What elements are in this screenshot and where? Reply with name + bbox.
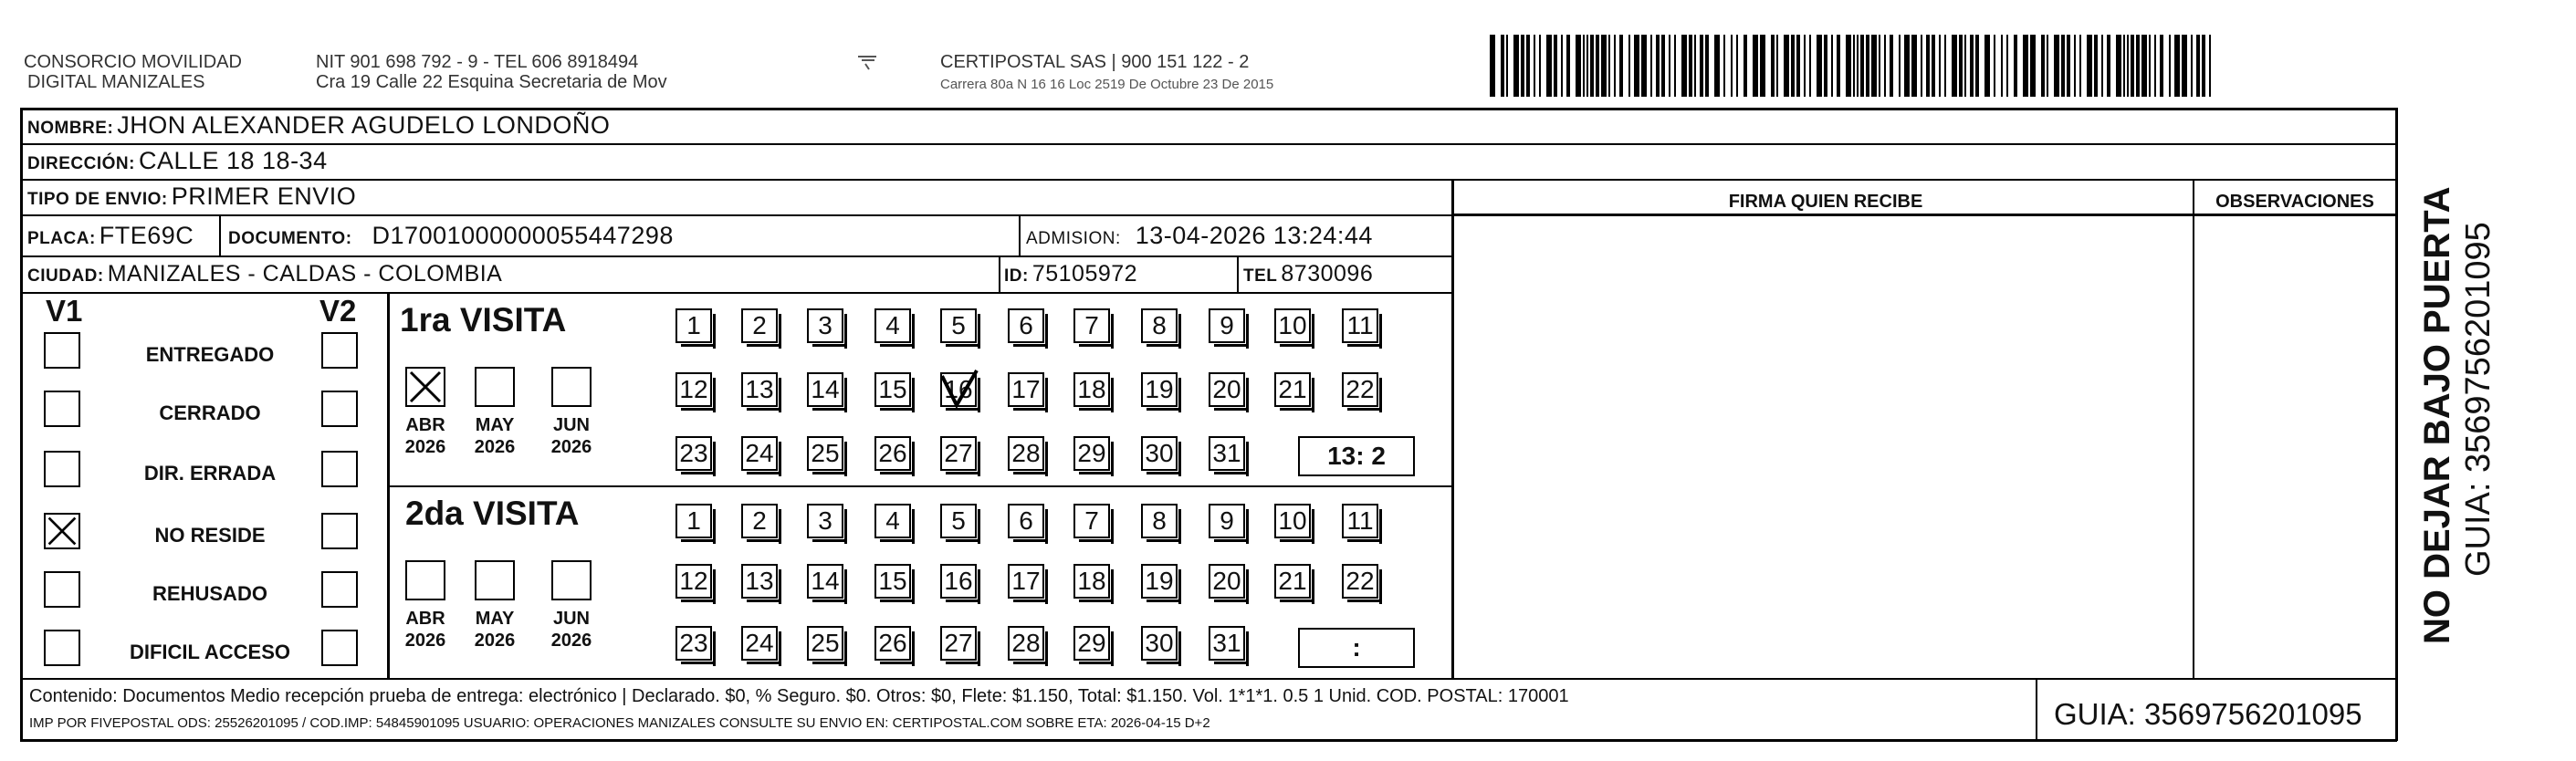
ciudad-value: MANIZALES - CALDAS - COLOMBIA [107,261,503,287]
barcode-bar [2169,35,2171,97]
barcode-bar [1824,35,1827,97]
barcode-bar [1857,35,1859,97]
status-label: REHUSADO [152,582,267,605]
visit1-day-box[interactable]: 2 [741,308,778,343]
visit2-day-box[interactable]: 5 [940,504,977,538]
visit2-day-box[interactable]: 28 [1008,626,1044,661]
admision-value: 13-04-2026 13:24:44 [1135,222,1373,249]
visit1-month-label [467,414,522,458]
barcode-bar [1926,35,1930,97]
firma-header: FIRMA QUIEN RECIBE [1728,192,1923,212]
visit2-day-box[interactable]: 12 [675,564,712,599]
barcode-bar [1964,35,1966,97]
barcode-bar [2061,35,2065,97]
barcode-bar [1932,35,1935,97]
barcode-bar [1714,35,1720,97]
visit2-day-box[interactable]: 18 [1073,564,1110,599]
tipo-envio-value: PRIMER ENVIO [171,182,357,210]
visit2-day-box[interactable]: 19 [1141,564,1178,599]
barcode-bar [1939,35,1941,97]
visit1-day-box[interactable]: 28 [1008,436,1044,471]
ciudad-label: CIUDAD: [27,266,104,286]
barcode-bar [2030,35,2036,97]
visit2-month-label [544,608,599,652]
barcode-bar [1661,35,1665,97]
barcode-bar [1837,35,1840,97]
visit2-day-box[interactable]: 10 [1274,504,1311,538]
v2-checkbox[interactable] [321,332,358,369]
visit1-day-box[interactable]: 13 [741,372,778,407]
visit2-day-box[interactable]: 21 [1274,564,1311,599]
footer-guia: GUIA: 3569756201095 [2054,697,2362,731]
barcode-bar [2047,35,2048,97]
visit1-day-box[interactable]: 9 [1209,308,1245,343]
visit2-day-box[interactable]: 25 [807,626,843,661]
visit1-day-box[interactable]: 8 [1141,308,1178,343]
barcode-bar [1959,35,1963,97]
v1-checkbox[interactable] [44,451,80,487]
visit1-month-name: ABR [405,415,445,435]
visit2-day-box[interactable]: 13 [741,564,778,599]
visit2-day-box[interactable]: 24 [741,626,778,661]
v2-checkbox[interactable] [321,391,358,427]
side-warning: NO DEJAR BAJO PUERTA [2417,186,2457,644]
visit1-month-name: MAY [475,415,515,435]
visit1-day-box[interactable]: 11 [1342,308,1378,343]
barcode-bar [2074,35,2076,97]
barcode-bar [1501,35,1504,97]
barcode-bar [2006,35,2008,97]
visit1-day-box[interactable]: 30 [1141,436,1178,471]
barcode-bar [1911,35,1917,97]
barcode-bar [1583,35,1585,97]
barcode-bar [2149,35,2151,97]
visit1-day-box[interactable]: 12 [675,372,712,407]
direccion-label: DIRECCIÓN: [27,154,135,173]
v2-checkbox[interactable] [321,451,358,487]
admision-row [1026,222,1373,250]
barcode-bar [1526,35,1530,97]
documento-label: DOCUMENTO: [228,229,352,248]
barcode-bar [1744,35,1747,97]
barcode-bar [1879,35,1880,97]
barcode-bar [1681,35,1687,97]
barcode-bar [2087,35,2092,97]
nombre-value: JHON ALEXANDER AGUDELO LONDOÑO [117,111,611,139]
barcode-bar [1521,35,1524,97]
visit1-day-box[interactable]: 1 [675,308,712,343]
status-label: ENTREGADO [145,343,275,366]
barcode-bar [1614,35,1616,97]
barcode-bar [1804,35,1806,97]
barcode-bar [2001,35,2003,97]
visit1-day-box[interactable]: 27 [940,436,977,471]
frame-top [20,108,2397,110]
visit2-day-box[interactable]: 30 [1141,626,1178,661]
placa-row [27,222,194,250]
admision-label: ADMISION: [1026,229,1121,248]
barcode-bar [1944,35,1946,97]
v1-checkbox[interactable] [44,391,80,427]
barcode-bar [2131,35,2134,97]
barcode-bar [1760,35,1765,97]
id-row [1004,261,1137,287]
tel-label: TEL [1243,266,1278,286]
visit2-day-box[interactable]: 29 [1073,626,1110,661]
barcode-bar [1871,35,1877,97]
barcode-bar [1566,35,1570,97]
barcode-bar [2136,35,2140,97]
sender-name-line2: DIGITAL MANIZALES [27,72,205,92]
visit1-month-checkbox[interactable] [405,367,445,407]
nombre-label: NOMBRE: [27,119,114,138]
visit2-day-box[interactable]: 31 [1209,626,1245,661]
barcode-bar [1656,35,1660,97]
visit2-day-box[interactable]: 2 [741,504,778,538]
visit1-day-box[interactable]: 29 [1073,436,1110,471]
visit1-day-box[interactable]: 21 [1274,372,1311,407]
barcode-bar [1634,35,1639,97]
placa-value: FTE69C [99,222,194,249]
footer-contenido: Contenido: Documentos Medio recepción prueba de entrega: electrónico | Declarado. $0, % Seguro. $0. Otros: $0, Flete: $1.150, Total: $1.150. Vol. 1*1*1. 0.5 1 Unid. COD. POSTAL: 170001 [29,686,1569,706]
visit2-title: 2da VISITA [405,495,580,532]
visit2-day-box[interactable]: 11 [1342,504,1378,538]
status-label: DIR. ERRADA [143,462,277,485]
barcode-bar [1796,35,1800,97]
barcode-bar [1723,35,1725,97]
v2-checkbox[interactable] [321,630,358,666]
documento-value: D17001000000055447298 [372,222,674,249]
barcode-bar [2127,35,2129,97]
sender-name-line1: CONSORCIO MOVILIDAD [24,52,242,72]
side-guia: GUIA: 3569756201095 [2459,222,2497,577]
barcode-bar [1817,35,1822,97]
visit1-day-box[interactable]: 15 [874,372,911,407]
barcode-bar [2196,35,2200,97]
visit2-day-box[interactable]: 1 [675,504,712,538]
visit2-day-box[interactable]: 15 [874,564,911,599]
visit1-day-box[interactable]: 5 [940,308,977,343]
barcode-bar [1994,35,1995,97]
barcode-bar [1689,35,1692,97]
v1-checkbox[interactable] [44,332,80,369]
v2-checkbox[interactable] [321,571,358,608]
direccion-value: CALLE 18 18-34 [138,147,328,174]
visit2-month-label [467,608,522,652]
visit1-day-box[interactable]: 17 [1008,372,1044,407]
barcode-bar [1952,35,1957,97]
tel-row [1243,261,1373,287]
barcode-bar [1753,35,1758,97]
barcode-bar [2154,35,2156,97]
barcode-bar [1890,35,1893,97]
barcode-bar [1546,35,1552,97]
visit1-day-box[interactable]: 10 [1274,308,1311,343]
footer-imp: IMP POR FIVEPOSTAL ODS: 25526201095 / COD.IMP: 54845901095 USUARIO: OPERACIONES MANIZALES CONSULTE SU ENVIO EN: CERTIPOSTAL.COM SOBRE ETA: 2026-04-15 D+2 [29,715,1210,731]
barcode-bar [2054,35,2059,97]
barcode-bar [2101,35,2103,97]
visit1-title: 1ra VISITA [400,301,567,339]
barcode-bar [1921,35,1922,97]
barcode-bar [1809,35,1811,97]
visit2-month-checkbox[interactable] [405,560,445,600]
barcode-bar [1490,35,1495,97]
visit2-day-box[interactable]: 16 [940,564,977,599]
barcode-bar [2041,35,2045,97]
barcode-bar [1860,35,1864,97]
documento-row [228,222,674,250]
barcode-bar [1534,35,1535,97]
nombre-row [27,111,610,140]
visit2-day-box[interactable]: 27 [940,626,977,661]
barcode-bar [1984,35,1990,97]
visit2-day-box[interactable]: 3 [807,504,843,538]
barcode-bar [2191,35,2193,97]
visit1-month-name: JUN [552,415,590,435]
barcode-bar [1731,35,1733,97]
id-label: ID: [1004,266,1029,286]
visit1-day-box[interactable]: 24 [741,436,778,471]
visit2-day-box[interactable]: 6 [1008,504,1044,538]
visit2-month-year: 2026 [404,631,446,651]
visit1-time[interactable]: 13: 2 [1298,436,1415,476]
barcode-bar [1628,35,1630,97]
status-label: NO RESIDE [154,524,266,547]
barcode-bar [1853,35,1855,97]
check-mark-icon [938,369,980,417]
visit1-month-checkbox[interactable] [475,367,515,407]
barcode-bar [1771,35,1775,97]
visit2-day-box[interactable]: 8 [1141,504,1178,538]
barcode-bar [1899,35,1901,97]
barcode-bar [1904,35,1910,97]
barcode-bar [2023,35,2028,97]
barcode-bar [1650,35,1652,97]
visit1-day-box[interactable]: 6 [1008,308,1044,343]
observaciones-header: OBSERVACIONES [2215,192,2374,212]
barcode-bar [1619,35,1623,97]
barcode-bar [1608,35,1610,97]
visit2-time[interactable]: : [1298,628,1415,668]
visit2-month-year: 2026 [550,631,592,651]
visit1-day-box[interactable]: 19 [1141,372,1178,407]
barcode-bar [1554,35,1557,97]
tel-value: 8730096 [1281,261,1374,287]
visit1-day-box[interactable]: 22 [1342,372,1378,407]
barcode-bar [2067,35,2070,97]
visit1-month-label [398,414,453,458]
v1-checkbox[interactable] [44,630,80,666]
barcode-bar [2094,35,2098,97]
visit1-day-box[interactable]: 26 [874,436,911,471]
barcode-bar [1694,35,1696,97]
visit1-day-box[interactable]: 23 [675,436,712,471]
visit2-day-box[interactable]: 23 [675,626,712,661]
barcode-bar [2123,35,2125,97]
sender-nit: NIT 901 698 792 - 9 - TEL 606 8918494 [316,52,639,72]
v1-checkbox[interactable] [44,571,80,608]
visit1-month-year: 2026 [474,437,516,457]
visit2-day-box[interactable]: 7 [1073,504,1110,538]
barcode-bar [2116,35,2121,97]
barcode-bar [1736,35,1738,97]
barcode-bar [1831,35,1833,97]
barcode-bar [1846,35,1851,97]
visit2-month-checkbox[interactable] [551,560,592,600]
sender-address: Cra 19 Calle 22 Esquina Secretaria de Mov [316,72,667,92]
barcode-bar [1601,35,1607,97]
visit1-day-box[interactable]: 31 [1209,436,1245,471]
visit2-day-box[interactable]: 20 [1209,564,1245,599]
barcode-bar [1596,35,1599,97]
barcode-bar [1791,35,1795,97]
visit2-day-box[interactable]: 17 [1008,564,1044,599]
visit1-day-box[interactable]: 18 [1073,372,1110,407]
barcode-bar [2014,35,2017,97]
visit1-month-checkbox[interactable] [551,367,592,407]
barcode-bar [1590,35,1594,97]
barcode-bar [1576,35,1581,97]
barcode-bar [1561,35,1563,97]
ciudad-row [27,261,502,287]
courier-logo-icon [856,53,880,71]
barcode-bar [1506,35,1508,97]
frame-right [2395,108,2398,741]
visit1-day-box[interactable]: 4 [874,308,911,343]
direccion-row [27,147,328,175]
barcode-bar [1776,35,1778,97]
visit1-day-box[interactable]: 14 [807,372,843,407]
visit2-day-box[interactable]: 22 [1342,564,1378,599]
v1-header: V1 [46,294,83,328]
visit2-month-year: 2026 [474,631,516,651]
visit1-month-year: 2026 [404,437,446,457]
barcode-bar [2182,35,2187,97]
barcode-bar [2079,35,2081,97]
v2-header: V2 [319,294,357,328]
tipo-envio-row [27,182,356,211]
visit1-day-box[interactable]: 7 [1073,308,1110,343]
visit2-day-box[interactable]: 9 [1209,504,1245,538]
visit1-day-box[interactable]: 25 [807,436,843,471]
tipo-envio-label: TIPO DE ENVIO: [27,190,168,209]
barcode [1490,35,2218,97]
visit2-month-name: JUN [552,609,590,629]
barcode-bar [1539,35,1541,97]
visit2-month-checkbox[interactable] [475,560,515,600]
visit1-day-box[interactable]: 3 [807,308,843,343]
barcode-bar [1884,35,1886,97]
status-label: CERRADO [159,401,261,424]
visit2-day-box[interactable]: 14 [807,564,843,599]
visit2-day-box[interactable]: 26 [874,626,911,661]
barcode-bar [1975,35,1979,97]
v2-checkbox[interactable] [321,513,358,549]
visit2-day-box[interactable]: 4 [874,504,911,538]
frame-bottom [20,739,2397,742]
v1-checkbox[interactable] [44,513,80,549]
barcode-bar [2141,35,2147,97]
barcode-bar [2209,35,2211,97]
courier-resolution: Carrera 80a N 16 16 Loc 2519 De Octubre 23 De 2015 [940,77,1274,92]
barcode-bar [1784,35,1789,97]
visit1-day-box[interactable]: 16 [940,372,977,407]
barcode-bar [1705,35,1709,97]
barcode-bar [1586,35,1588,97]
visit2-month-name: ABR [405,609,445,629]
visit2-month-name: MAY [475,609,515,629]
barcode-bar [2202,35,2205,97]
visit2-month-label [398,608,453,652]
barcode-bar [1513,35,1519,97]
barcode-bar [1970,35,1974,97]
barcode-bar [1700,35,1703,97]
placa-label: PLACA: [27,229,96,248]
visit1-month-year: 2026 [550,437,592,457]
visit1-day-box[interactable]: 20 [1209,372,1245,407]
visit1-month-label [544,414,599,458]
barcode-bar [2160,35,2163,97]
courier-name: CERTIPOSTAL SAS | 900 151 122 - 2 [940,52,1250,72]
barcode-bar [2174,35,2180,97]
barcode-bar [1641,35,1647,97]
id-value: 75105972 [1031,261,1138,287]
barcode-bar [1866,35,1869,97]
status-label: DIFICIL ACCESO [129,641,290,663]
barcode-bar [2107,35,2110,97]
barcode-bar [1674,35,1676,97]
barcode-bar [1669,35,1670,97]
frame-left [20,108,23,741]
